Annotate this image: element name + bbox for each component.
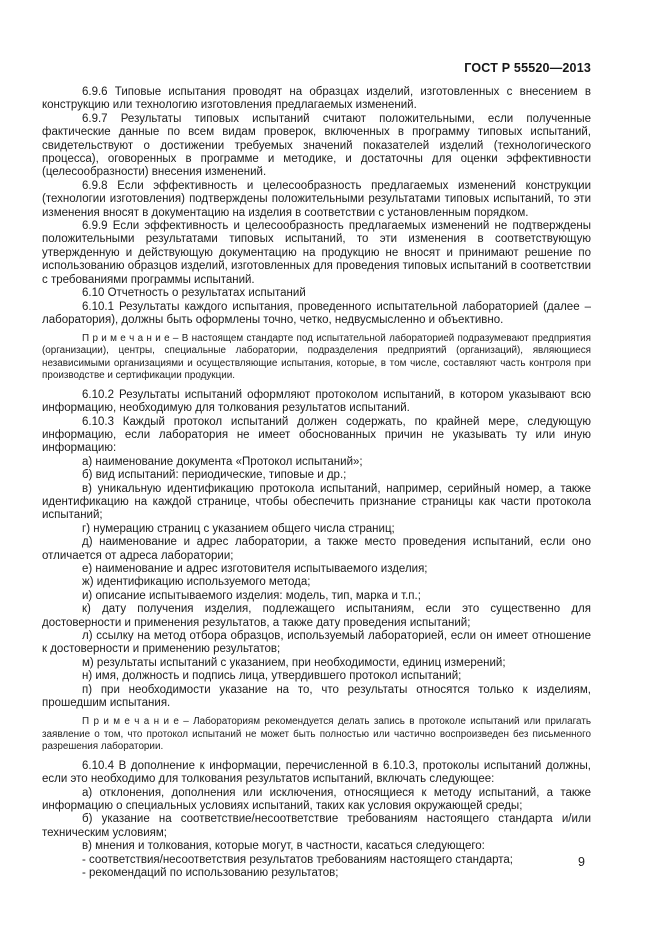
clause-6-10-1: 6.10.1 Результаты каждого испытания, проведенного испытательной лабораторией (далее – лаборатория), должны быть оформлены точно, четко, недвусмысленно и объективно. bbox=[42, 300, 591, 326]
note-1: П р и м е ч а н и е – В настоящем стандарте под испытательной лабораторией подразумевают предприятия (организации), центры, специальные лаборатории, подразделения предприятий (организаций), являющиеся независимыми организациями и осуществляющие испытания, которые, в том числе, составляют часть контроля при производстве и сертификации продукции. bbox=[42, 333, 591, 381]
list-item-6-10-3-zh: ж) идентификацию используемого метода; bbox=[82, 576, 311, 589]
running-header: ГОСТ Р 55520—2013 bbox=[464, 61, 591, 75]
document-body bbox=[42, 86, 591, 880]
list-item-6-10-4-b: б) указание на соответствие/несоответствие требованиям настоящего стандарта и/или техническим условиям; bbox=[42, 813, 591, 839]
clause-6-9-7: 6.9.7 Результаты типовых испытаний считают положительными, если полученные фактические данные по всем видам проверок, включенных в программу типовых испытаний, свидетельствуют о достижении требуемых значений показателей изделий (технологического процесса), оговоренных в программе и методике, и достаточны для оценки эффективности (целесообразности) внесения изменений. bbox=[42, 112, 591, 179]
list-item-6-10-3-a: а) наименование документа «Протокол испытаний»; bbox=[82, 455, 363, 468]
list-item-6-10-3-l: л) ссылку на метод отбора образцов, используемый лабораторией, если он имеет отношение к достоверности и применению результатов; bbox=[42, 630, 591, 656]
clause-6-9-6: 6.9.6 Типовые испытания проводят на образцах изделий, изготовленных с внесением в конструкцию или технологию изготовления предлагаемых изменений. bbox=[42, 86, 591, 112]
clause-6-9-8: 6.9.8 Если эффективность и целесообразность предлагаемых изменений конструкции (технологии изготовления) подтверждены положительными результатами типовых испытаний, то эти изменения вносят в документацию на изделия в соответствии с установленным порядком. bbox=[42, 179, 591, 219]
list-item-6-10-3-e: е) наименование и адрес изготовителя испытываемого изделия; bbox=[82, 562, 428, 575]
list-item-6-10-3-i: и) описание испытываемого изделия: модель, тип, марка и т.п.; bbox=[82, 589, 421, 602]
clause-6-10-2: 6.10.2 Результаты испытаний оформляют протоколом испытаний, в котором указывают всю информацию, необходимую для толкования результатов испытаний. bbox=[42, 388, 591, 415]
list-item-6-10-3-k: к) дату получения изделия, подлежащего испытаниям, если это существенно для достоверности и применения результатов, а также дату проведения испытаний; bbox=[42, 603, 591, 629]
list-item-6-10-3-p: п) при необходимости указание на то, что результаты относятся только к изделиям, прошедшим испытания. bbox=[42, 683, 591, 710]
list-item-6-10-3-v: в) уникальную идентификацию протокола испытаний, например, серийный номер, а также идентификацию на каждой странице, чтобы обеспечить признание страницы как части протокола испытаний; bbox=[42, 482, 591, 522]
page-number: 9 bbox=[578, 855, 585, 869]
dash-item-1: - соответствия/несоответствия результатов требованиям настоящего стандарта; bbox=[82, 853, 513, 866]
clause-6-10-3: 6.10.3 Каждый протокол испытаний должен содержать, по крайней мере, следующую информацию, если лаборатория не имеет обоснованных причин не указывать ту или иную информацию: bbox=[42, 415, 591, 455]
list-item-6-10-3-g: г) нумерацию страниц с указанием общего числа страниц; bbox=[82, 522, 395, 535]
clause-6-9-9: 6.9.9 Если эффективность и целесообразность предлагаемых изменений не подтверждены положительными результатами типовых испытаний, то эти изменения в соответствующую утвержденную и действующую документацию на продукцию не вносят и принимают решение по использованию образцов изделий, изготовленных для проведения типовых испытаний в соответствии с требованиями программы испытаний. bbox=[42, 220, 591, 286]
list-item-6-10-4-v: в) мнения и толкования, которые могут, в частности, касаться следующего: bbox=[82, 840, 485, 853]
note-2: П р и м е ч а н и е – Лабораториям рекомендуется делать запись в протоколе испытаний или прилагать заявление о том, что протокол испытаний не может быть полностью или частично воспроизведен без письменного разрешения лаборатории. bbox=[42, 716, 591, 752]
list-item-6-10-4-a: а) отклонения, дополнения или исключения, относящиеся к методу испытаний, а также информацию о специальных условиях испытаний, таких как условия окружающей среды; bbox=[42, 786, 591, 812]
list-item-6-10-3-n: н) имя, должность и подпись лица, утвердившего протокол испытаний; bbox=[82, 670, 462, 683]
clause-6-10-4: 6.10.4 В дополнение к информации, перечисленной в 6.10.3, протоколы испытаний должны, если это необходимо для толкования результатов испытаний, включать следующее: bbox=[42, 759, 591, 786]
heading-6-10: 6.10 Отчетность о результатах испытаний bbox=[82, 287, 306, 300]
list-item-6-10-3-d: д) наименование и адрес лаборатории, а также место проведения испытаний, если оно отличается от адреса лаборатории; bbox=[42, 536, 591, 562]
dash-item-2: - рекомендаций по использованию результатов; bbox=[82, 866, 339, 879]
list-item-6-10-3-b: б) вид испытаний: периодические, типовые и др.; bbox=[82, 469, 347, 482]
list-item-6-10-3-m: м) результаты испытаний с указанием, при необходимости, единиц измерений; bbox=[82, 656, 506, 669]
